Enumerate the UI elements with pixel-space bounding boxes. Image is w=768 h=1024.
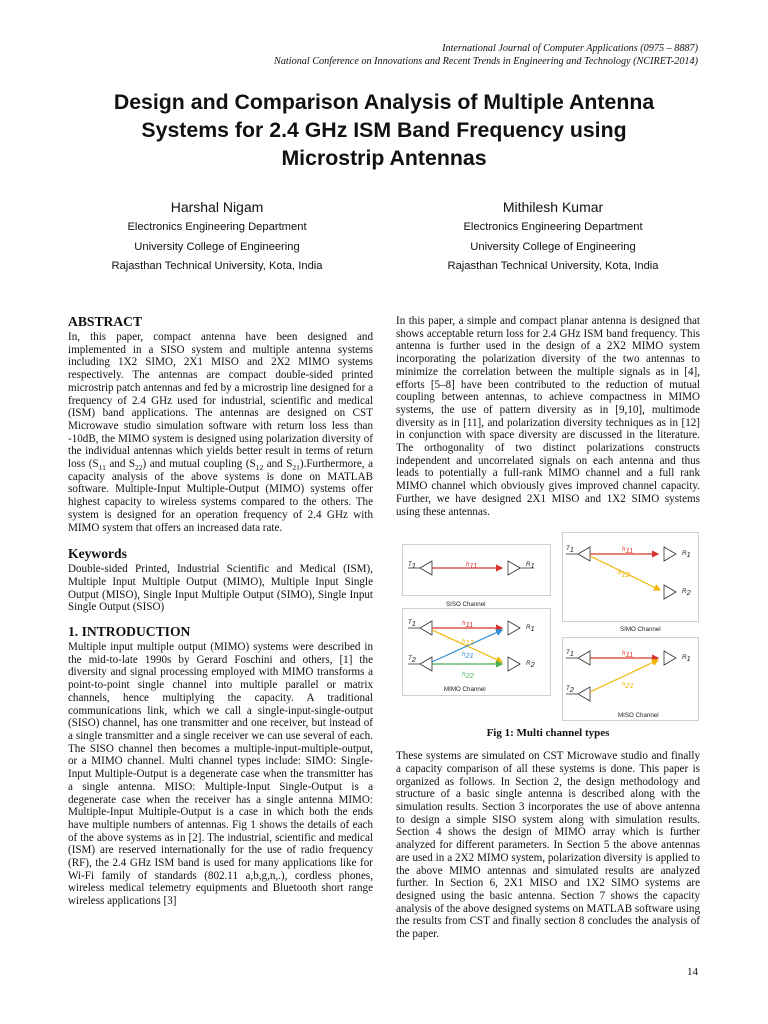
author-college: University College of Engineering (470, 240, 636, 253)
author-block (52, 197, 382, 277)
siso-channel-label: SISO Channel (446, 601, 486, 609)
siso-t-label: $T_1$ (408, 561, 416, 571)
introduction-text: Multiple input multiple output (MIMO) systems were described in the mid-to-late 1990s by Gerard Foschini and others, [1] the diversity and signal processing employed with MIMO transforms a point-to-point single channel into multiple parallel or matrix channels, hence multiplying the capacity. A traditional communications link, which we call a single-input-single-output (SISO) channel, has one transmitter and one receiver, but instead of a single transmitter and a single receiver we can use several of each. The SISO channel then becomes a multiple-input-multiple-output, or a MIMO channel. Multi channel types include: SIMO: Single-Input Multiple-Output is a degenerate case when the transmitter has a single antenna. MISO: Multiple-Input Single-Output is a degenerate case when the receiver has a single antenna MIMO: Multiple-Input Multiple-Output is a case in which both the ends have multiple numbers of antennas. Fig 1 shows the details of each of the above systems as in [2]. The industrial, scientific and medical (ISM) are reserved internationally for the use of radio frequency (RF), the 2.4 GHz ISM band is used for many applications like for Wi-Fi family of standards (802.11 a,b,g,n,.), cordless phones, wireless medical telemetry equipments and Bluetooth short range wireless applications [3] (68, 641, 373, 908)
simo-h12-label: $h_{12}$ (618, 570, 630, 580)
simo-r2-label: $R_2$ (682, 588, 691, 598)
left-column (68, 314, 373, 908)
right-column (396, 315, 700, 941)
miso-t2-label: $T_2$ (566, 685, 574, 695)
mimo-t1-label: $T_1$ (408, 619, 416, 629)
miso-h21-label: $h_{21}$ (622, 681, 634, 691)
abstract-text: In, this paper, compact antenna have been designed and implemented in a SISO system and multiple antenna systems including 1X2 SIMO, 2X1 MISO and 2X2 MIMO systems respectively. The antennas are compact double-sided printed microstrip patch antennas and fed by a microstrip line designed for a frequency of 2.4 GHz used for industrial, scientific and medical (ISM) band applications. The antennas are designed on CST Microwave studio simulation software with return loss less than -10dB, the MIMO system is designed using polarization diversity of the individual antennas which yields better result in terms of return loss ($S_{11}$ and $S_{22}$) and mutual coupling ($S_{12}$ and $S_{21}).Furthermore$, a capacity analysis of the above systems is done on MATLAB software. Multiple-Input Multiple-Output (MIMO) systems offer highest capacity to wireless systems compared to the others. The system is designed for an operation frequency of 2.4 GHz with MIMO system that offers an increased data rate. (68, 331, 373, 534)
simo-h11-label: $h_{11}$ (622, 546, 634, 556)
author-dept: Electronics Engineering Department (463, 221, 643, 233)
simo-channel-label: SIMO Channel (620, 626, 661, 634)
mimo-r1-label: $R_1$ (526, 624, 535, 634)
abstract-heading: ABSTRACT (68, 314, 143, 329)
conference-header: National Conference on Innovations and Recent Trends in Engineering and Technology (NCIRET-2014) (274, 56, 698, 67)
page-number: 14 (687, 966, 698, 978)
author-name: Mithilesh Kumar (502, 199, 604, 215)
intro-continued-text: In this paper, a simple and compact planar antenna is designed that shows acceptable return loss for 2.4 GHz ISM band frequency. This antenna is further used in the design of a 2X2 MIMO system incorporating the polarization diversity of the two antennas to minimize the correlation between the multiple signals as in [4], efforts [5–8] have been contributed to the reduction of mutual coupling between antennas, to achieve compactness in MIMO systems, the use of pattern diversity as in [9,10], multimode diversity as in [11], and polarization diversity techniques as in [12] in conjunction with space diversity are discussed in the literature. The orthogonality of two distinct polarizations constructs independent and uncorrelated signals on each antenna and thus leads to potentially a full-rank MIMO channel and a full rank MIMO channel which obviously gives improved channel capacity. Further, we have designed 2X1 MISO and 1X2 SIMO systems using these antennas. (396, 315, 700, 518)
title-line: Microstrip Antennas (281, 146, 487, 170)
paper-title (40, 88, 728, 172)
mimo-t2-label: $T_2$ (408, 655, 416, 665)
paper-organization-text: These systems are simulated on CST Microwave studio and finally a capacity comparison of all these systems is done. This paper is organized as follows. In Section 2, the design methodology and structure of a basic single antenna is described along with the simulation results. Section 3 incorporates the use of above antenna to design a simple SISO system along with simulation results. Section 4 shows the design of MIMO array which is further analyzed for different parameters. In Section 5 the above antennas are used in a 2X2 MIMO system, polarization diversity is applied to the above MIMO antennas and simulated results are analyzed further. In Section 6, 2X1 MISO and 1X2 SIMO systems are designed using the basic antenna. Section 7 shows the capacity analysis of the above designed systems on MATLAB software using the results from CST and finally section 8 concludes the analysis of the paper. (396, 750, 700, 941)
mimo-h21-label: $h_{21}$ (462, 651, 474, 661)
miso-t1-label: $T_1$ (566, 649, 574, 659)
author-univ: Rajasthan Technical University, Kota, India (111, 260, 323, 272)
miso-channel-label: MISO Channel (618, 712, 659, 720)
keywords-text: Double-sided Printed, Industrial Scientific and Medical (ISM), Multiple Input Multiple Output (MIMO), Multiple Input Single Output (MISO), Single Input Multiple Output (SIMO), Single Input Single Output (SISO) (68, 563, 373, 614)
introduction-heading: 1. INTRODUCTION (68, 624, 191, 640)
simo-r1-label: $R_1$ (682, 550, 691, 560)
siso-r-label: $R_1$ (526, 561, 535, 571)
journal-header: International Journal of Computer Applications (0975 – 8887) (442, 43, 698, 54)
author-name: Harshal Nigam (170, 199, 264, 215)
siso-h-label: $h_{11}$ (466, 561, 478, 571)
title-line: Design and Comparison Analysis of Multiple Antenna (113, 90, 655, 114)
author-college: University College of Engineering (134, 240, 300, 253)
figure-caption: Fig 1: Multi channel types (486, 727, 610, 740)
author-block (388, 197, 718, 277)
mimo-h11-label: $h_{11}$ (462, 620, 474, 630)
title-line: Systems for 2.4 GHz ISM Band Frequency using (141, 118, 627, 142)
miso-h11-label: $h_{11}$ (622, 650, 634, 660)
mimo-channel-label: MIMO Channel (444, 686, 486, 694)
keywords-heading: Keywords (68, 546, 127, 562)
author-dept: Electronics Engineering Department (127, 221, 307, 233)
miso-r-label: $R_1$ (682, 654, 691, 664)
mimo-h12-label: $h_{12}$ (462, 638, 474, 648)
miso-diagram (566, 651, 676, 701)
simo-t-label: $T_1$ (566, 545, 574, 555)
mimo-r2-label: $R_2$ (526, 660, 535, 670)
mimo-h22-label: $h_{22}$ (462, 671, 474, 681)
multi-channel-figure (396, 532, 700, 720)
author-univ: Rajasthan Technical University, Kota, India (447, 260, 659, 272)
